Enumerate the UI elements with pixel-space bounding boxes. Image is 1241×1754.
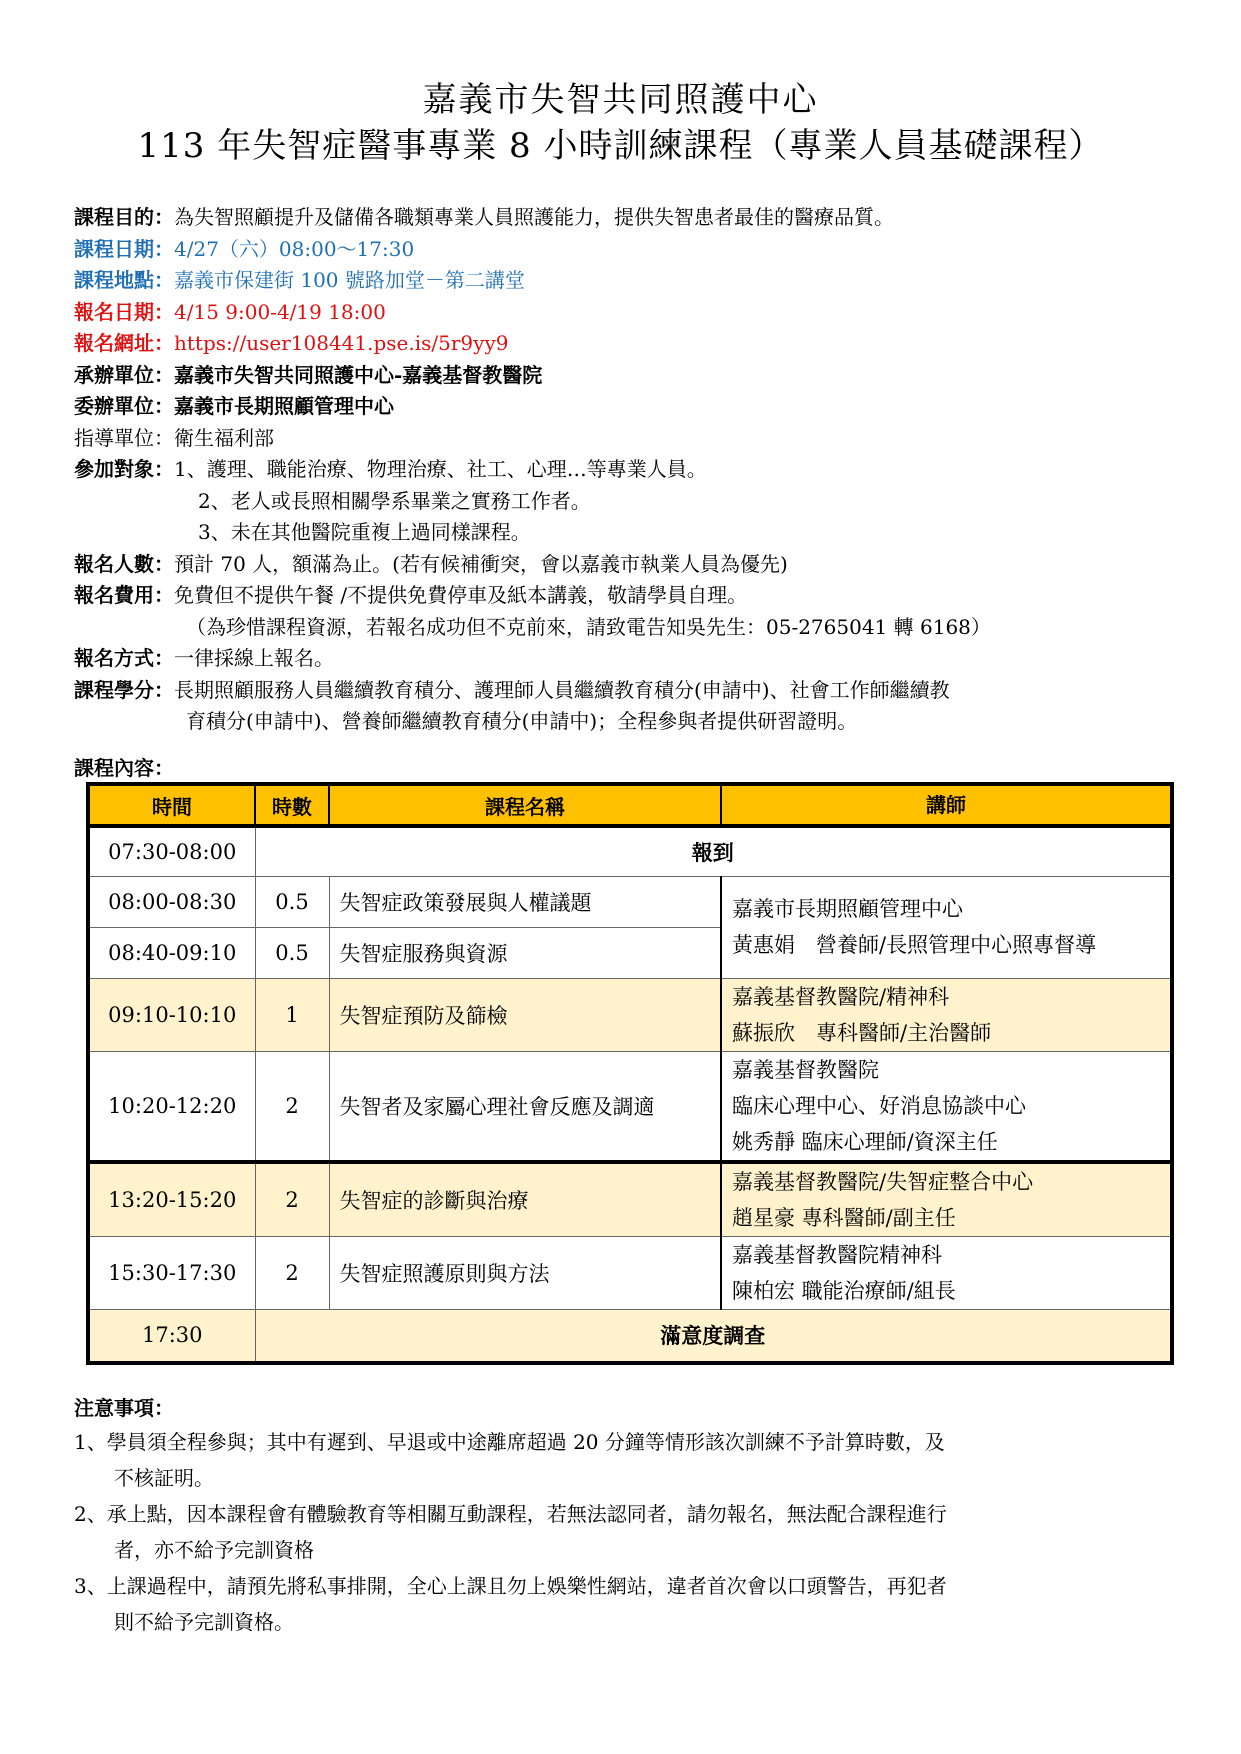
audience-item: 2、老人或長照相關學系畢業之實務工作者。: [198, 488, 591, 513]
note-line-cont: 不核証明。: [114, 1466, 214, 1490]
info-purpose: [74, 202, 1194, 234]
col-header-course: 課程名稱: [329, 784, 721, 826]
row-teacher: [721, 978, 1172, 1051]
row-course: 失智症照護原則與方法: [329, 1236, 721, 1309]
teacher-line: 嘉義基督教醫院精神科: [732, 1242, 942, 1267]
info-fee-note: [74, 612, 1194, 644]
audience-item: 3、未在其他醫院重複上過同樣課程。: [198, 520, 531, 544]
signup-url-label: 報名網址：: [74, 331, 174, 355]
commissioner-label: 委辦單位：: [74, 394, 174, 418]
checkin-time: 07:30-08:00: [88, 826, 255, 876]
row-teacher: [721, 1051, 1172, 1162]
capacity-value: 預計 70 人，額滿為止。(若有候補衝突，會以嘉義市執業人員為優先): [174, 551, 788, 576]
col-header-hours: 時數: [255, 784, 329, 826]
note-item: [74, 1496, 1184, 1568]
row-course: 失智者及家屬心理社會反應及調適: [329, 1051, 721, 1162]
date-label: 課程日期：: [74, 236, 174, 261]
note-item: [74, 1424, 1184, 1496]
note-line: 2、承上點，因本課程會有體驗教育等相關互動課程，若無法認同者，請勿報名，無法配合課程進行: [74, 1502, 947, 1526]
row-hours: 2: [255, 1051, 329, 1162]
info-signup-date: [74, 297, 1194, 329]
table-row-checkin: [88, 826, 1172, 876]
teacher-line: 臨床心理中心、好消息協談中心: [732, 1093, 1026, 1118]
row-time: 13:20-15:20: [88, 1162, 255, 1237]
location-label: 課程地點：: [74, 268, 174, 292]
col-header-teacher: 講師: [721, 784, 1172, 826]
row-teacher: [721, 1236, 1172, 1309]
fee-value: 免費但不提供午餐 /不提供免費停車及紙本講義，敬請學員自理。: [174, 583, 748, 607]
info-commissioner: [74, 391, 1194, 423]
survey-label: 滿意度調查: [255, 1309, 1172, 1363]
checkin-label: 報到: [255, 826, 1172, 876]
row-hours: 0.5: [255, 876, 329, 927]
note-line-cont: 者，亦不給予完訓資格: [114, 1538, 314, 1562]
table-row: [88, 876, 1172, 927]
row-hours: 2: [255, 1162, 329, 1237]
row-teacher: [721, 876, 1172, 978]
signup-url-link[interactable]: https://user108441.pse.is/5r9yy9: [174, 331, 509, 355]
row-hours: 1: [255, 978, 329, 1051]
teacher-line: 姚秀靜 臨床心理師/資深主任: [732, 1129, 998, 1154]
fee-label: 報名費用：: [74, 583, 174, 607]
row-teacher: [721, 1162, 1172, 1237]
row-course: 失智症政策發展與人權議題: [329, 876, 721, 927]
info-method: [74, 643, 1194, 675]
method-value: 一律採線上報名。: [174, 646, 334, 670]
table-row: [88, 978, 1172, 1051]
teacher-line: 嘉義基督教醫院/精神科: [732, 984, 950, 1009]
location-value: 嘉義市保建街 100 號路加堂－第二講堂: [174, 268, 525, 292]
row-hours: 0.5: [255, 927, 329, 978]
audience-label: 參加對象：: [74, 457, 174, 481]
course-title: 113 年失智症醫事專業 8 小時訓練課程（專業人員基礎課程）: [137, 126, 1104, 166]
note-line: 3、上課過程中，請預先將私事排開，全心上課且勿上娛樂性網站，違者首次會以口頭警告，再犯者: [74, 1574, 947, 1598]
notes-heading: 注意事項：: [74, 1396, 174, 1420]
note-line: 1、學員須全程參與；其中有遲到、早退或中途離席超過 20 分鐘等情形該次訓練不予計算時數，及: [74, 1430, 945, 1454]
info-audience-2: [74, 486, 1194, 518]
col-header-time: 時間: [88, 784, 255, 826]
info-fee: [74, 580, 1194, 612]
method-label: 報名方式：: [74, 646, 174, 670]
row-course: 失智症預防及篩檢: [329, 978, 721, 1051]
info-date: [74, 234, 1194, 266]
schedule-table: [86, 782, 1174, 1365]
capacity-label: 報名人數：: [74, 551, 174, 576]
note-line-cont: 則不給予完訓資格。: [114, 1610, 294, 1634]
organizer-value: 嘉義市失智共同照護中心-嘉義基督教醫院: [174, 362, 543, 387]
signup-date-value: 4/15 9:00-4/19 18:00: [174, 299, 386, 324]
date-value: 4/27（六）08:00～17:30: [174, 236, 415, 261]
row-hours: 2: [255, 1236, 329, 1309]
credits-line1: 長期照顧服務人員繼續教育積分、護理師人員繼續教育積分(申請中)、社會工作師繼續教: [174, 677, 950, 702]
audience-item: 1、護理、職能治療、物理治療、社工、心理…等專業人員。: [174, 457, 707, 481]
organizer-label: 承辦單位：: [74, 362, 174, 387]
info-credits: [74, 675, 1194, 707]
table-row: [88, 1051, 1172, 1162]
purpose-value: 為失智照顧提升及儲備各職類專業人員照護能力，提供失智患者最佳的醫療品質。: [174, 205, 894, 229]
teacher-line: 黃惠娟 營養師/長照管理中心照專督導: [732, 933, 1097, 957]
course-info: [74, 202, 1194, 738]
row-time: 10:20-12:20: [88, 1051, 255, 1162]
commissioner-value: 嘉義市長期照顧管理中心: [174, 394, 394, 418]
teacher-line: 陳柏宏 職能治療師/組長: [732, 1278, 956, 1303]
table-header-row: [88, 784, 1172, 826]
credits-label: 課程學分：: [74, 677, 174, 702]
signup-date-label: 報名日期：: [74, 299, 174, 324]
supervisor-value: 衛生福利部: [174, 425, 274, 450]
info-capacity: [74, 549, 1194, 581]
center-title: 嘉義市失智共同照護中心: [422, 80, 819, 120]
teacher-line: 蘇振欣 專科醫師/主治醫師: [732, 1020, 992, 1045]
row-time: 08:40-09:10: [88, 927, 255, 978]
teacher-line: 嘉義基督教醫院: [732, 1057, 879, 1082]
row-course: 失智症的診斷與治療: [329, 1162, 721, 1237]
info-supervisor: [74, 423, 1194, 455]
teacher-line: 趙星豪 專科醫師/副主任: [732, 1205, 956, 1230]
schedule-heading: 課程內容：: [74, 756, 174, 780]
info-credits-2: [74, 706, 1194, 738]
fee-note: （為珍惜課程資源，若報名成功但不克前來，請致電告知吳先生：05-2765041 轉 6168）: [186, 614, 991, 639]
survey-time: 17:30: [88, 1309, 255, 1363]
purpose-label: 課程目的：: [74, 205, 174, 229]
teacher-line: 嘉義基督教醫院/失智症整合中心: [732, 1169, 1034, 1194]
table-row: [88, 1236, 1172, 1309]
notes-list: [74, 1424, 1184, 1640]
info-organizer: [74, 360, 1194, 392]
info-signup-url: [74, 328, 1194, 360]
teacher-line: 嘉義市長期照顧管理中心: [732, 897, 963, 921]
note-item: [74, 1568, 1184, 1640]
row-time: 08:00-08:30: [88, 876, 255, 927]
supervisor-label: 指導單位：: [74, 425, 174, 450]
table-row-survey: [88, 1309, 1172, 1363]
credits-line2: 育積分(申請中)、營養師繼續教育積分(申請中)；全程參與者提供研習證明。: [186, 709, 858, 733]
info-audience-3: [74, 517, 1194, 549]
row-course: 失智症服務與資源: [329, 927, 721, 978]
row-time: 09:10-10:10: [88, 978, 255, 1051]
info-audience: [74, 454, 1194, 486]
info-location: [74, 265, 1194, 297]
row-time: 15:30-17:30: [88, 1236, 255, 1309]
table-row: [88, 1162, 1172, 1237]
